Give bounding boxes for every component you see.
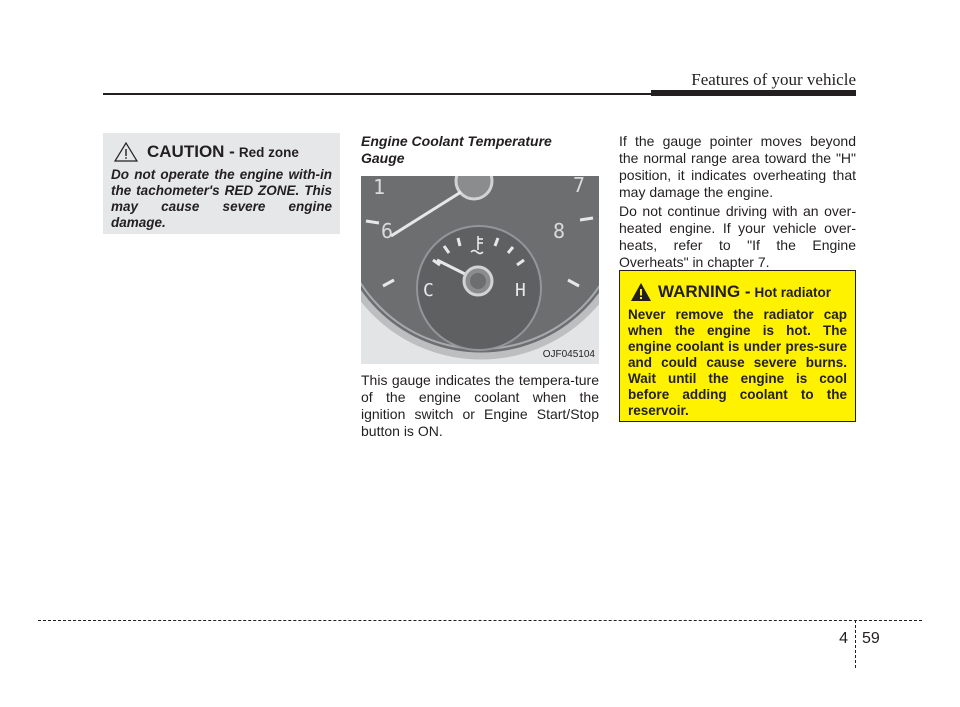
caution-subject: Red zone: [238, 144, 299, 160]
chapter-number: 4: [839, 630, 848, 647]
overheat-paragraph: If the gauge pointer moves beyond the normal range area toward the "H" position, it indicates overheating that may damage the engine.: [619, 133, 856, 200]
coolant-gauge-figure: [361, 176, 599, 364]
caution-box: [103, 133, 340, 234]
warning-label: WARNING -: [658, 282, 751, 301]
page-number: 59: [862, 630, 880, 647]
header-rule: [103, 93, 651, 95]
section-heading: Engine Coolant Temperature Gauge: [361, 133, 552, 166]
tach-label-7: 7: [573, 176, 586, 197]
warning-box: [619, 270, 856, 422]
running-header: Features of your vehicle: [691, 70, 856, 89]
caution-header: [111, 141, 332, 163]
overheat-advice-paragraph: Do not continue driving with an over-heated engine. If your vehicle over-heats, refer to "If the Engine Overheats" in chapter 7.: [619, 203, 856, 270]
warning-header: [628, 281, 847, 303]
warning-text: Never remove the radiator cap when the engine is hot. The engine coolant is under pres-sure and could cause severe burns. Wait until the engine is cool before adding coolant to the reservoir.: [628, 307, 847, 418]
figure-code: OJF045104: [542, 349, 595, 360]
footer-rule: [38, 620, 922, 621]
tach-label-1: 1: [373, 176, 386, 199]
caution-label: CAUTION -: [147, 142, 235, 161]
footer-divider: [855, 620, 856, 668]
header-bar: [651, 90, 856, 96]
caution-triangle-icon: [113, 141, 139, 163]
gauge-description: This gauge indicates the tempera-ture of the engine coolant when the ignition switch or Engine Start/Stop button is ON.: [361, 372, 599, 439]
warning-subject: Hot radiator: [754, 284, 832, 300]
gauge-illustration: [361, 176, 599, 364]
tach-label-8: 8: [553, 219, 566, 243]
temp-label-cold: C: [423, 280, 434, 301]
warning-triangle-icon: [630, 282, 652, 302]
temp-label-hot: H: [515, 280, 526, 301]
caution-text: Do not operate the engine with-in the tachometer's RED ZONE. This may cause severe engine damage.: [111, 167, 332, 230]
tach-label-6: 6: [381, 219, 394, 243]
